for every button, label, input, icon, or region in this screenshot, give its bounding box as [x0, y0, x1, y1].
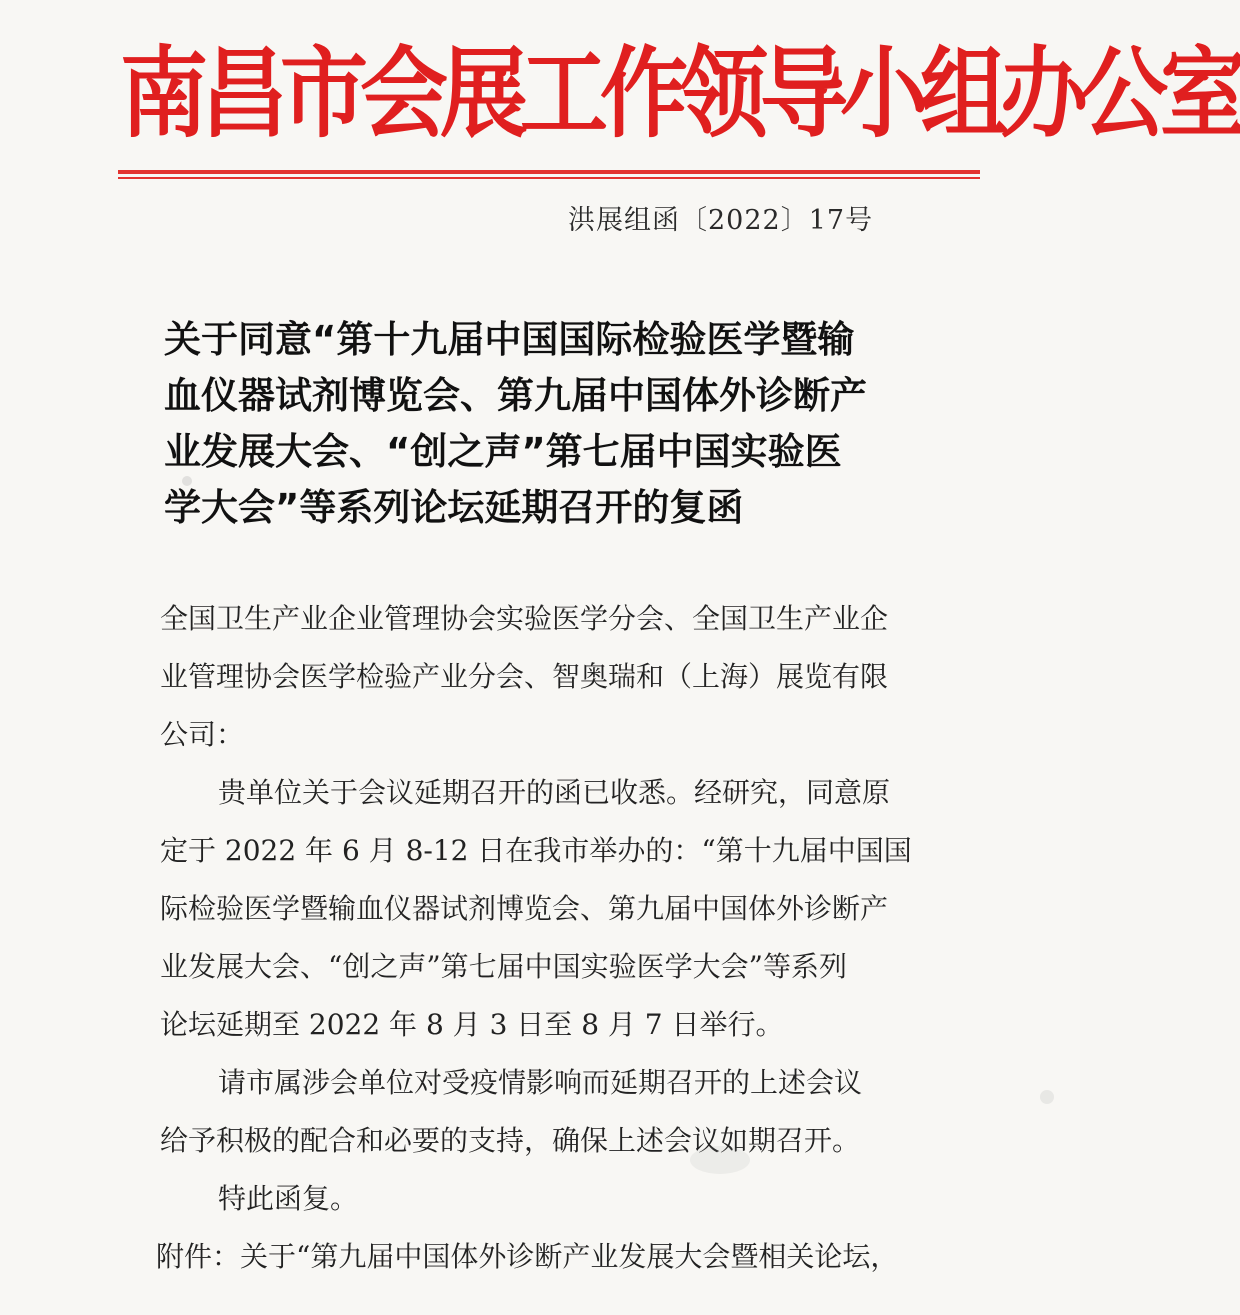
document-number: 洪展组函〔2022〕17号 [568, 205, 874, 236]
title-line: 血仪器试剂博览会、第九届中国体外诊断产 [164, 374, 867, 417]
paragraph-line: 请市属涉会单位对受疫情影响而延期召开的上述会议 [218, 1066, 863, 1099]
paragraph-line: 给予积极的配合和必要的支持，确保上述会议如期召开。 [160, 1124, 861, 1157]
closing-line: 特此函复。 [218, 1182, 359, 1215]
letterhead-title: 南昌市会展工作领导小组办公室 [120, 34, 1240, 151]
paragraph-support [160, 1054, 930, 1170]
title-line: 关于同意“第十九届中国国际检验医学暨输 [164, 318, 855, 361]
title-line: 业发展大会、“创之声”第七届中国实验医 [164, 430, 842, 473]
letterhead-red-rule [118, 170, 980, 174]
addressee-line: 业管理协会医学检验产业分会、智奥瑞和（上海）展览有限 [160, 660, 889, 693]
addressee-block [160, 590, 930, 764]
paragraph-line: 定于 2022 年 6 月 8-12 日在我市举办的：“第十九届中国国 [160, 834, 912, 867]
letterhead-red-rule-thin [118, 177, 980, 179]
paper-speck [182, 476, 192, 486]
paper-smudge [690, 1146, 750, 1174]
addressee-line: 公司： [160, 718, 245, 751]
attachment-block [156, 1228, 926, 1286]
document-title [164, 312, 934, 536]
paragraph-line: 贵单位关于会议延期召开的函已收悉。经研究，同意原 [218, 776, 891, 809]
paper-speck [1040, 1090, 1054, 1104]
closing-block [160, 1170, 930, 1228]
paragraph-approval [160, 764, 930, 1054]
attachment-line: 附件：关于“第九届中国体外诊断产业发展大会暨相关论坛， [156, 1240, 899, 1273]
paragraph-line: 业发展大会、“创之声”第七届中国实验医学大会”等系列 [160, 950, 847, 983]
addressee-line: 全国卫生产业企业管理协会实验医学分会、全国卫生产业企 [160, 602, 889, 635]
paragraph-line: 论坛延期至 2022 年 8 月 3 日至 8 月 7 日举行。 [160, 1008, 784, 1041]
title-line: 学大会”等系列论坛延期召开的复函 [164, 486, 744, 529]
paragraph-line: 际检验医学暨输血仪器试剂博览会、第九届中国体外诊断产 [160, 892, 889, 925]
